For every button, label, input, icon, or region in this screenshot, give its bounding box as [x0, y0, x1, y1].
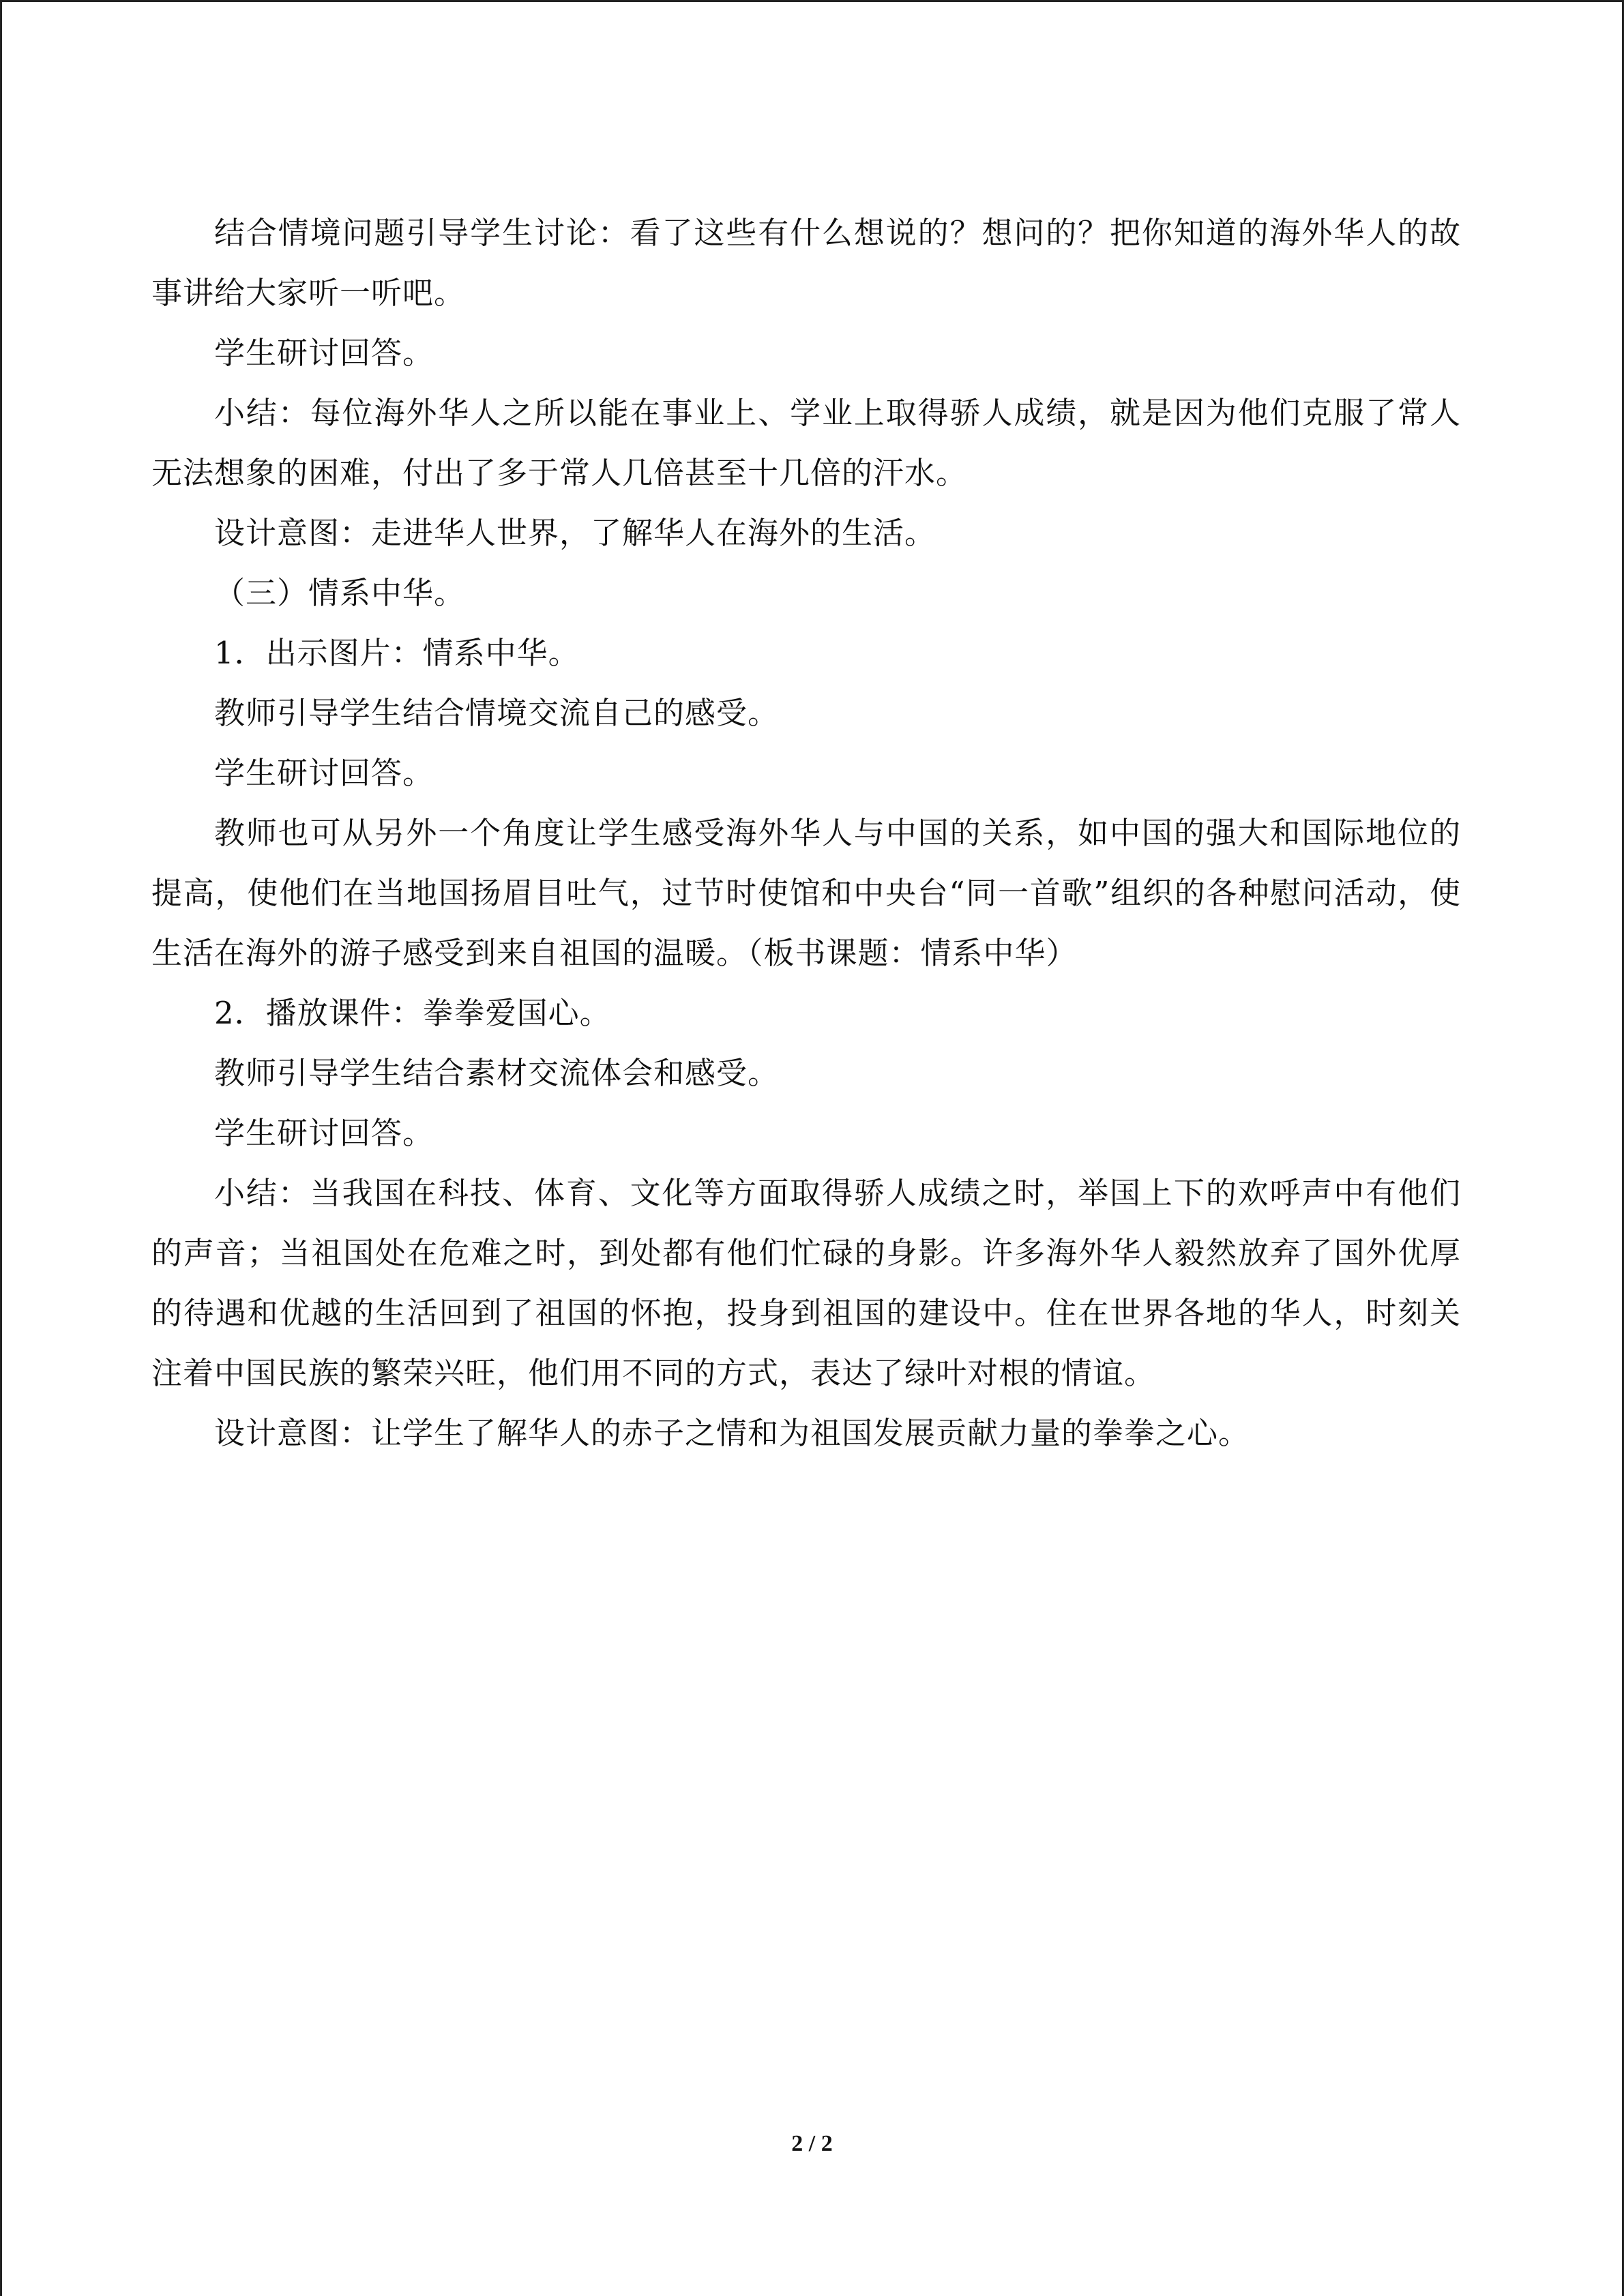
- paragraph: 教师也可从另外一个角度让学生感受海外华人与中国的关系，如中国的强大和国际地位的提高，使他们在当地国扬眉目吐气，过节时使馆和中央台“同一首歌”组织的各种慰问活动，使生活在海外的游子感受到来自祖国的温暖。（板书课题：情系中华）: [151, 815, 1461, 971]
- paragraph: 设计意图：走进华人世界，了解华人在海外的生活。: [214, 515, 936, 551]
- paragraph: 学生研讨回答。: [214, 1115, 434, 1151]
- page-number: 2 / 2: [791, 2131, 833, 2156]
- paragraph: 教师引导学生结合素材交流体会和感受。: [214, 1055, 780, 1091]
- page-border-top: [0, 0, 1624, 2]
- section-heading: （三）情系中华。: [214, 575, 466, 611]
- paragraph: 1．出示图片：情系中华。: [214, 635, 580, 671]
- paragraph: 设计意图：让学生了解华人的赤子之情和为祖国发展贡献力量的拳拳之心。: [214, 1415, 1250, 1451]
- paragraph: 教师引导学生结合情境交流自己的感受。: [214, 695, 780, 731]
- page-border-left: [0, 0, 2, 2296]
- paragraph: 学生研讨回答。: [214, 755, 434, 791]
- paragraph: 2．播放课件：拳拳爱国心。: [214, 995, 611, 1031]
- paragraph: 学生研讨回答。: [214, 335, 434, 371]
- paragraph: 结合情境问题引导学生讨论：看了这些有什么想说的？想问的？把你知道的海外华人的故事讲给大家听一听吧。: [151, 215, 1461, 311]
- paragraph: 小结：每位海外华人之所以能在事业上、学业上取得骄人成绩，就是因为他们克服了常人无法想象的困难，付出了多于常人几倍甚至十几倍的汗水。: [151, 395, 1461, 491]
- paragraph: 小结：当我国在科技、体育、文化等方面取得骄人成绩之时，举国上下的欢呼声中有他们的声音；当祖国处在危难之时，到处都有他们忙碌的身影。许多海外华人毅然放弃了国外优厚的待遇和优越的生活回到了祖国的怀抱，投身到祖国的建设中。住在世界各地的华人，时刻关注着中国民族的繁荣兴旺，他们用不同的方式，表达了绿叶对根的情谊。: [151, 1175, 1461, 1391]
- document-body: [151, 203, 1461, 1463]
